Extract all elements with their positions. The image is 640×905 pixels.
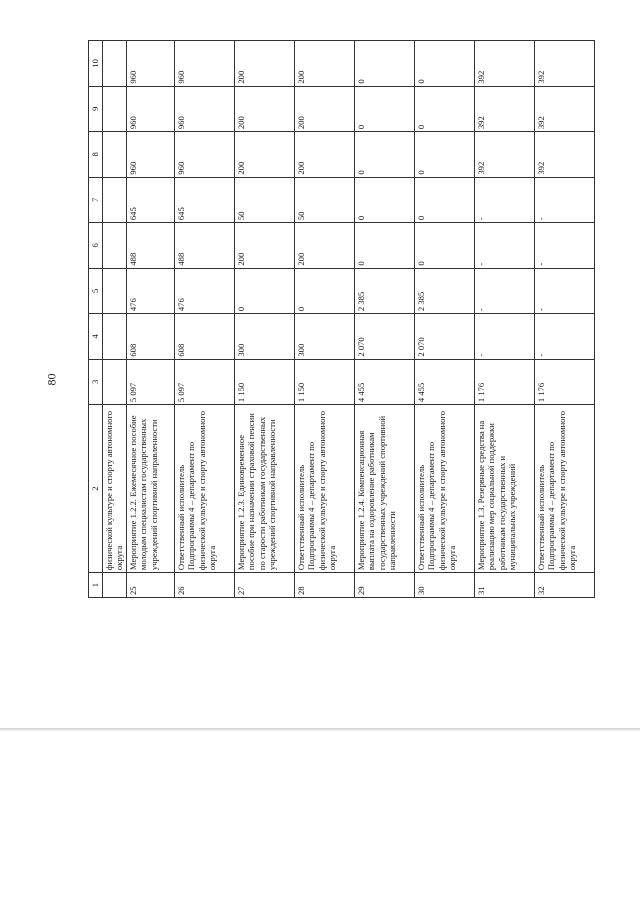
value-cell: 200 [294,132,354,178]
value-cell: 2 385 [414,268,474,314]
value-cell: 200 [234,223,294,269]
value-cell: 4 455 [414,359,474,405]
header-cell: 2 [89,405,103,573]
value-cell: 645 [126,177,174,223]
value-cell: 608 [174,314,234,360]
table-row [474,41,534,598]
value-cell [102,86,126,132]
value-cell: 300 [294,314,354,360]
row-name: Ответственный исполнитель Подпрограммы 4 – департамент по физической культуре и спорту автономного округа [174,405,234,573]
value-cell: 392 [534,41,594,87]
table-area [88,40,640,595]
value-cell: 392 [474,132,534,178]
value-cell [102,314,126,360]
value-cell: 392 [474,41,534,87]
row-number: 31 [474,573,534,598]
value-cell: 0 [414,223,474,269]
value-cell: - [534,314,594,360]
value-cell: 0 [414,132,474,178]
value-cell: 200 [294,223,354,269]
value-cell: 0 [354,177,414,223]
value-cell: 0 [414,86,474,132]
table-row [174,41,234,598]
row-name: Ответственный исполнитель Подпрограммы 4 – департамент по физической культуре и спорту автономного округа [534,405,594,573]
value-cell: 5 097 [126,359,174,405]
value-cell: 0 [234,268,294,314]
value-cell: 488 [174,223,234,269]
row-name: физической культуре и спорту автономного округа [102,405,126,573]
value-cell: 960 [174,41,234,87]
value-cell: 1 176 [534,359,594,405]
scan-edge [0,728,640,731]
table-row [234,41,294,598]
table-row [534,41,594,598]
value-cell: 2 385 [354,268,414,314]
value-cell [102,132,126,178]
row-number: 32 [534,573,594,598]
header-cell: 3 [89,359,103,405]
value-cell: 0 [354,132,414,178]
value-cell [102,177,126,223]
value-cell [102,223,126,269]
value-cell: - [474,268,534,314]
value-cell: 200 [294,41,354,87]
value-cell: 488 [126,223,174,269]
value-cell: 608 [126,314,174,360]
value-cell: 2 070 [414,314,474,360]
value-cell: 392 [534,132,594,178]
header-cell: 10 [89,41,103,87]
header-cell: 7 [89,177,103,223]
value-cell: 200 [294,86,354,132]
row-name: Ответственный исполнитель Подпрограммы 4 – департамент по физической культуре и спорту автономного округа [294,405,354,573]
value-cell: 476 [126,268,174,314]
value-cell: 0 [294,268,354,314]
row-number [102,573,126,598]
row-number: 27 [234,573,294,598]
value-cell: 0 [354,223,414,269]
table-row [354,41,414,598]
row-number: 29 [354,573,414,598]
header-cell: 6 [89,223,103,269]
value-cell: 960 [126,41,174,87]
table-row [414,41,474,598]
value-cell: - [534,268,594,314]
row-number: 30 [414,573,474,598]
header-cell: 1 [89,573,103,598]
value-cell: 200 [234,132,294,178]
table-row [294,41,354,598]
page-number: 80 [44,373,59,386]
value-cell: 0 [354,86,414,132]
row-name: Мероприятие 1.2.4. Компенсационная выплата на оздоровление работникам государственных учреждений спортивной направленности [354,405,414,573]
value-cell: 200 [234,86,294,132]
value-cell: 2 070 [354,314,414,360]
value-cell: 200 [234,41,294,87]
value-cell: 392 [474,86,534,132]
value-cell: 0 [414,177,474,223]
value-cell [102,41,126,87]
value-cell: - [534,223,594,269]
value-cell: 960 [174,86,234,132]
row-number: 28 [294,573,354,598]
value-cell: - [474,223,534,269]
value-cell: - [474,314,534,360]
table-row [102,41,126,598]
value-cell: 1 176 [474,359,534,405]
value-cell: 960 [126,132,174,178]
value-cell: 960 [174,132,234,178]
table-header-row [89,41,103,598]
value-cell: 645 [174,177,234,223]
value-cell: 50 [234,177,294,223]
header-cell: 4 [89,314,103,360]
row-number: 25 [126,573,174,598]
table-row [126,41,174,598]
value-cell: 0 [354,41,414,87]
header-cell: 5 [89,268,103,314]
value-cell [102,359,126,405]
value-cell: - [534,177,594,223]
value-cell: 0 [414,41,474,87]
value-cell: 476 [174,268,234,314]
value-cell: - [474,177,534,223]
value-cell [102,268,126,314]
row-name: Ответственный исполнитель Подпрограммы 4 – департамент по физической культуре и спорту автономного округа [414,405,474,573]
row-number: 26 [174,573,234,598]
value-cell: 5 097 [174,359,234,405]
row-name: Мероприятие 1.2.2. Ежемесячное пособие молодым специалистам государственных учреждений спортивной направленности [126,405,174,573]
value-cell: 1 150 [294,359,354,405]
header-cell: 9 [89,86,103,132]
value-cell: 50 [294,177,354,223]
value-cell: 392 [534,86,594,132]
budget-table [88,40,595,598]
row-name: Мероприятие 1.2.3. Единовременное пособие при назначении страховой пенсии по старости работникам государственных учреждений спортивной направленности [234,405,294,573]
value-cell: 960 [126,86,174,132]
value-cell: 300 [234,314,294,360]
row-name: Мероприятие 1.3. Резервные средства на реализацию мер социальной поддержки работникам государственных и муниципальных учреждений [474,405,534,573]
value-cell: 1 150 [234,359,294,405]
header-cell: 8 [89,132,103,178]
value-cell: 4 455 [354,359,414,405]
